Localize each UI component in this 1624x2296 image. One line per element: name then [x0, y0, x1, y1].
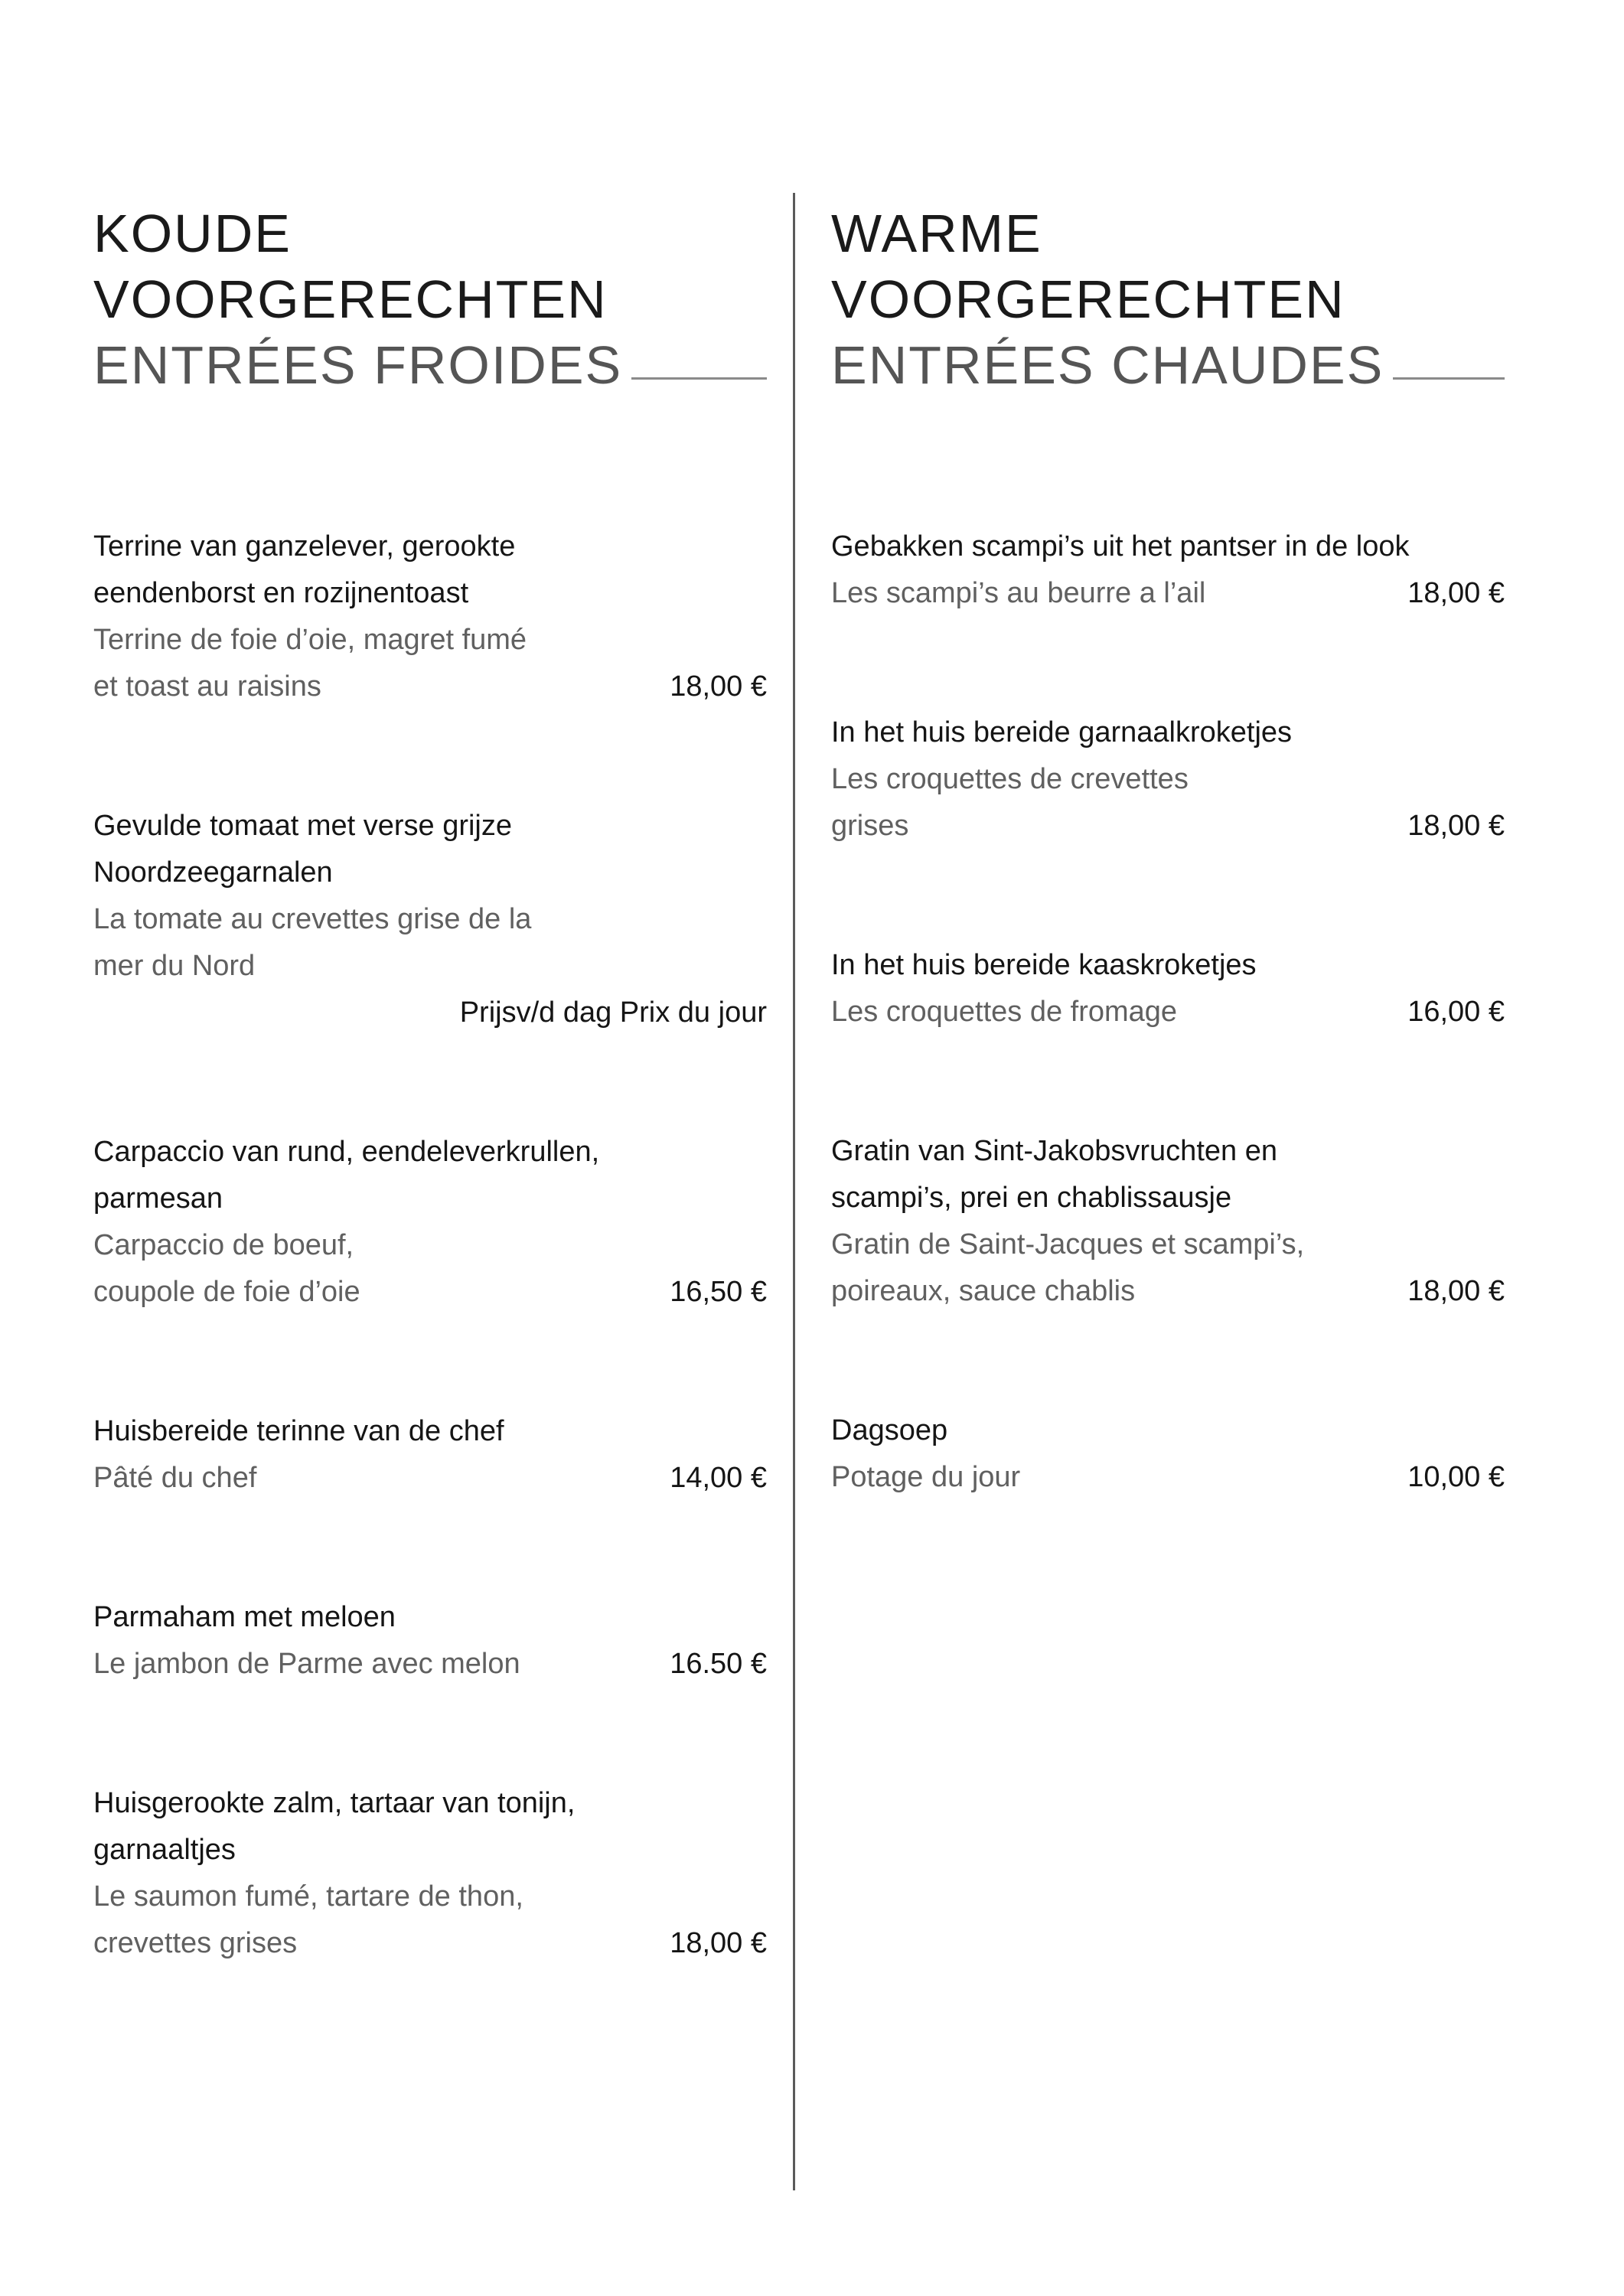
item-name-nl: Gebakken scampi’s uit het pantser in de look [831, 530, 1410, 563]
menu-item [93, 523, 767, 710]
heading-nl-line-1: WARME [831, 204, 1042, 263]
item-name-fr: grises [831, 810, 909, 842]
item-name-fr: et toast au raisins [93, 670, 321, 703]
cold-menu-list [93, 523, 767, 1967]
item-price: 14,00 € [670, 1462, 767, 1494]
item-name-fr: Les croquettes de fromage [831, 996, 1178, 1028]
warm-starters-section [831, 201, 1505, 1593]
heading-nl-line-2: VOORGERECHTEN [831, 269, 1345, 329]
item-price: 18,00 € [1407, 1275, 1505, 1307]
column-divider [793, 193, 795, 2190]
heading-rule [631, 377, 767, 380]
item-name-fr: poireaux, sauce chablis [831, 1275, 1136, 1307]
item-name-fr: mer du Nord [93, 950, 256, 982]
item-name-fr: crevettes grises [93, 1927, 298, 1959]
item-name-nl: Huisbereide terinne van de chef [93, 1415, 504, 1447]
item-name-fr: Le saumon fumé, tartare de thon, [93, 1880, 523, 1913]
item-name-nl: Gevulde tomaat met verse grijze [93, 810, 513, 842]
item-name-fr: Terrine de foie d’oie, magret fumé [93, 624, 527, 656]
item-name-nl: Noordzeegarnalen [93, 856, 333, 889]
item-price: Prijsv/d dag Prix du jour [459, 996, 767, 1029]
item-name-nl: In het huis bereide garnaalkroketjes [831, 716, 1293, 748]
menu-item [93, 1780, 767, 1967]
item-name-nl: Dagsoep [831, 1414, 948, 1446]
item-name-fr: Les scampi’s au beurre a l’ail [831, 577, 1206, 609]
menu-item [93, 1594, 767, 1688]
item-name-fr: Les croquettes de crevettes [831, 763, 1189, 795]
menu-item [93, 1408, 767, 1502]
heading-nl-line-2: VOORGERECHTEN [93, 269, 608, 329]
item-name-fr: Gratin de Saint-Jacques et scampi’s, [831, 1228, 1305, 1261]
item-name-nl: Huisgerookte zalm, tartaar van tonijn, [93, 1787, 576, 1819]
heading-fr-text: ENTRÉES CHAUDES [831, 335, 1384, 395]
item-name-nl: Parmaham met meloen [93, 1601, 396, 1633]
item-name-fr: Pâté du chef [93, 1462, 257, 1494]
item-price: 18,00 € [1407, 810, 1505, 842]
item-name-fr: Carpaccio de boeuf, [93, 1229, 354, 1261]
item-name-fr: coupole de foie d’oie [93, 1276, 360, 1308]
item-name-nl: garnaaltjes [93, 1834, 236, 1866]
item-name-nl: parmesan [93, 1182, 223, 1215]
item-price: 16,50 € [670, 1276, 767, 1308]
item-name-nl: Carpaccio van rund, eendeleverkrullen, [93, 1136, 600, 1168]
cold-starters-section [93, 201, 767, 2060]
item-name-nl: Terrine van ganzelever, gerookte [93, 530, 516, 563]
item-price: 10,00 € [1407, 1461, 1505, 1493]
heading-fr [93, 332, 767, 398]
heading-fr-text: ENTRÉES FROIDES [93, 335, 623, 395]
item-price: 18,00 € [670, 1927, 767, 1959]
heading-nl-line-1: KOUDE [93, 204, 292, 263]
menu-item [93, 803, 767, 1036]
item-price: 16.50 € [670, 1648, 767, 1680]
menu-item [831, 1128, 1505, 1315]
warm-menu-list [831, 523, 1505, 1501]
heading-fr [831, 332, 1505, 398]
item-name-nl: In het huis bereide kaaskroketjes [831, 949, 1257, 981]
item-price: 16,00 € [1407, 996, 1505, 1028]
item-name-fr: La tomate au crevettes grise de la [93, 903, 532, 935]
item-name-fr: Potage du jour [831, 1461, 1021, 1493]
item-price: 18,00 € [1407, 577, 1505, 609]
cold-starters-heading [93, 201, 767, 523]
menu-item [93, 1129, 767, 1316]
item-price: 18,00 € [670, 670, 767, 703]
item-name-nl: scampi’s, prei en chablissausje [831, 1182, 1232, 1214]
menu-item [831, 523, 1505, 617]
menu-item [831, 1407, 1505, 1501]
item-name-nl: Gratin van Sint-Jakobsvruchten en [831, 1135, 1277, 1167]
menu-item [831, 709, 1505, 850]
item-name-nl: eendenborst en rozijnentoast [93, 577, 469, 609]
warm-starters-heading [831, 201, 1505, 523]
item-name-fr: Le jambon de Parme avec melon [93, 1648, 520, 1680]
heading-rule [1393, 377, 1505, 380]
menu-item [831, 942, 1505, 1035]
